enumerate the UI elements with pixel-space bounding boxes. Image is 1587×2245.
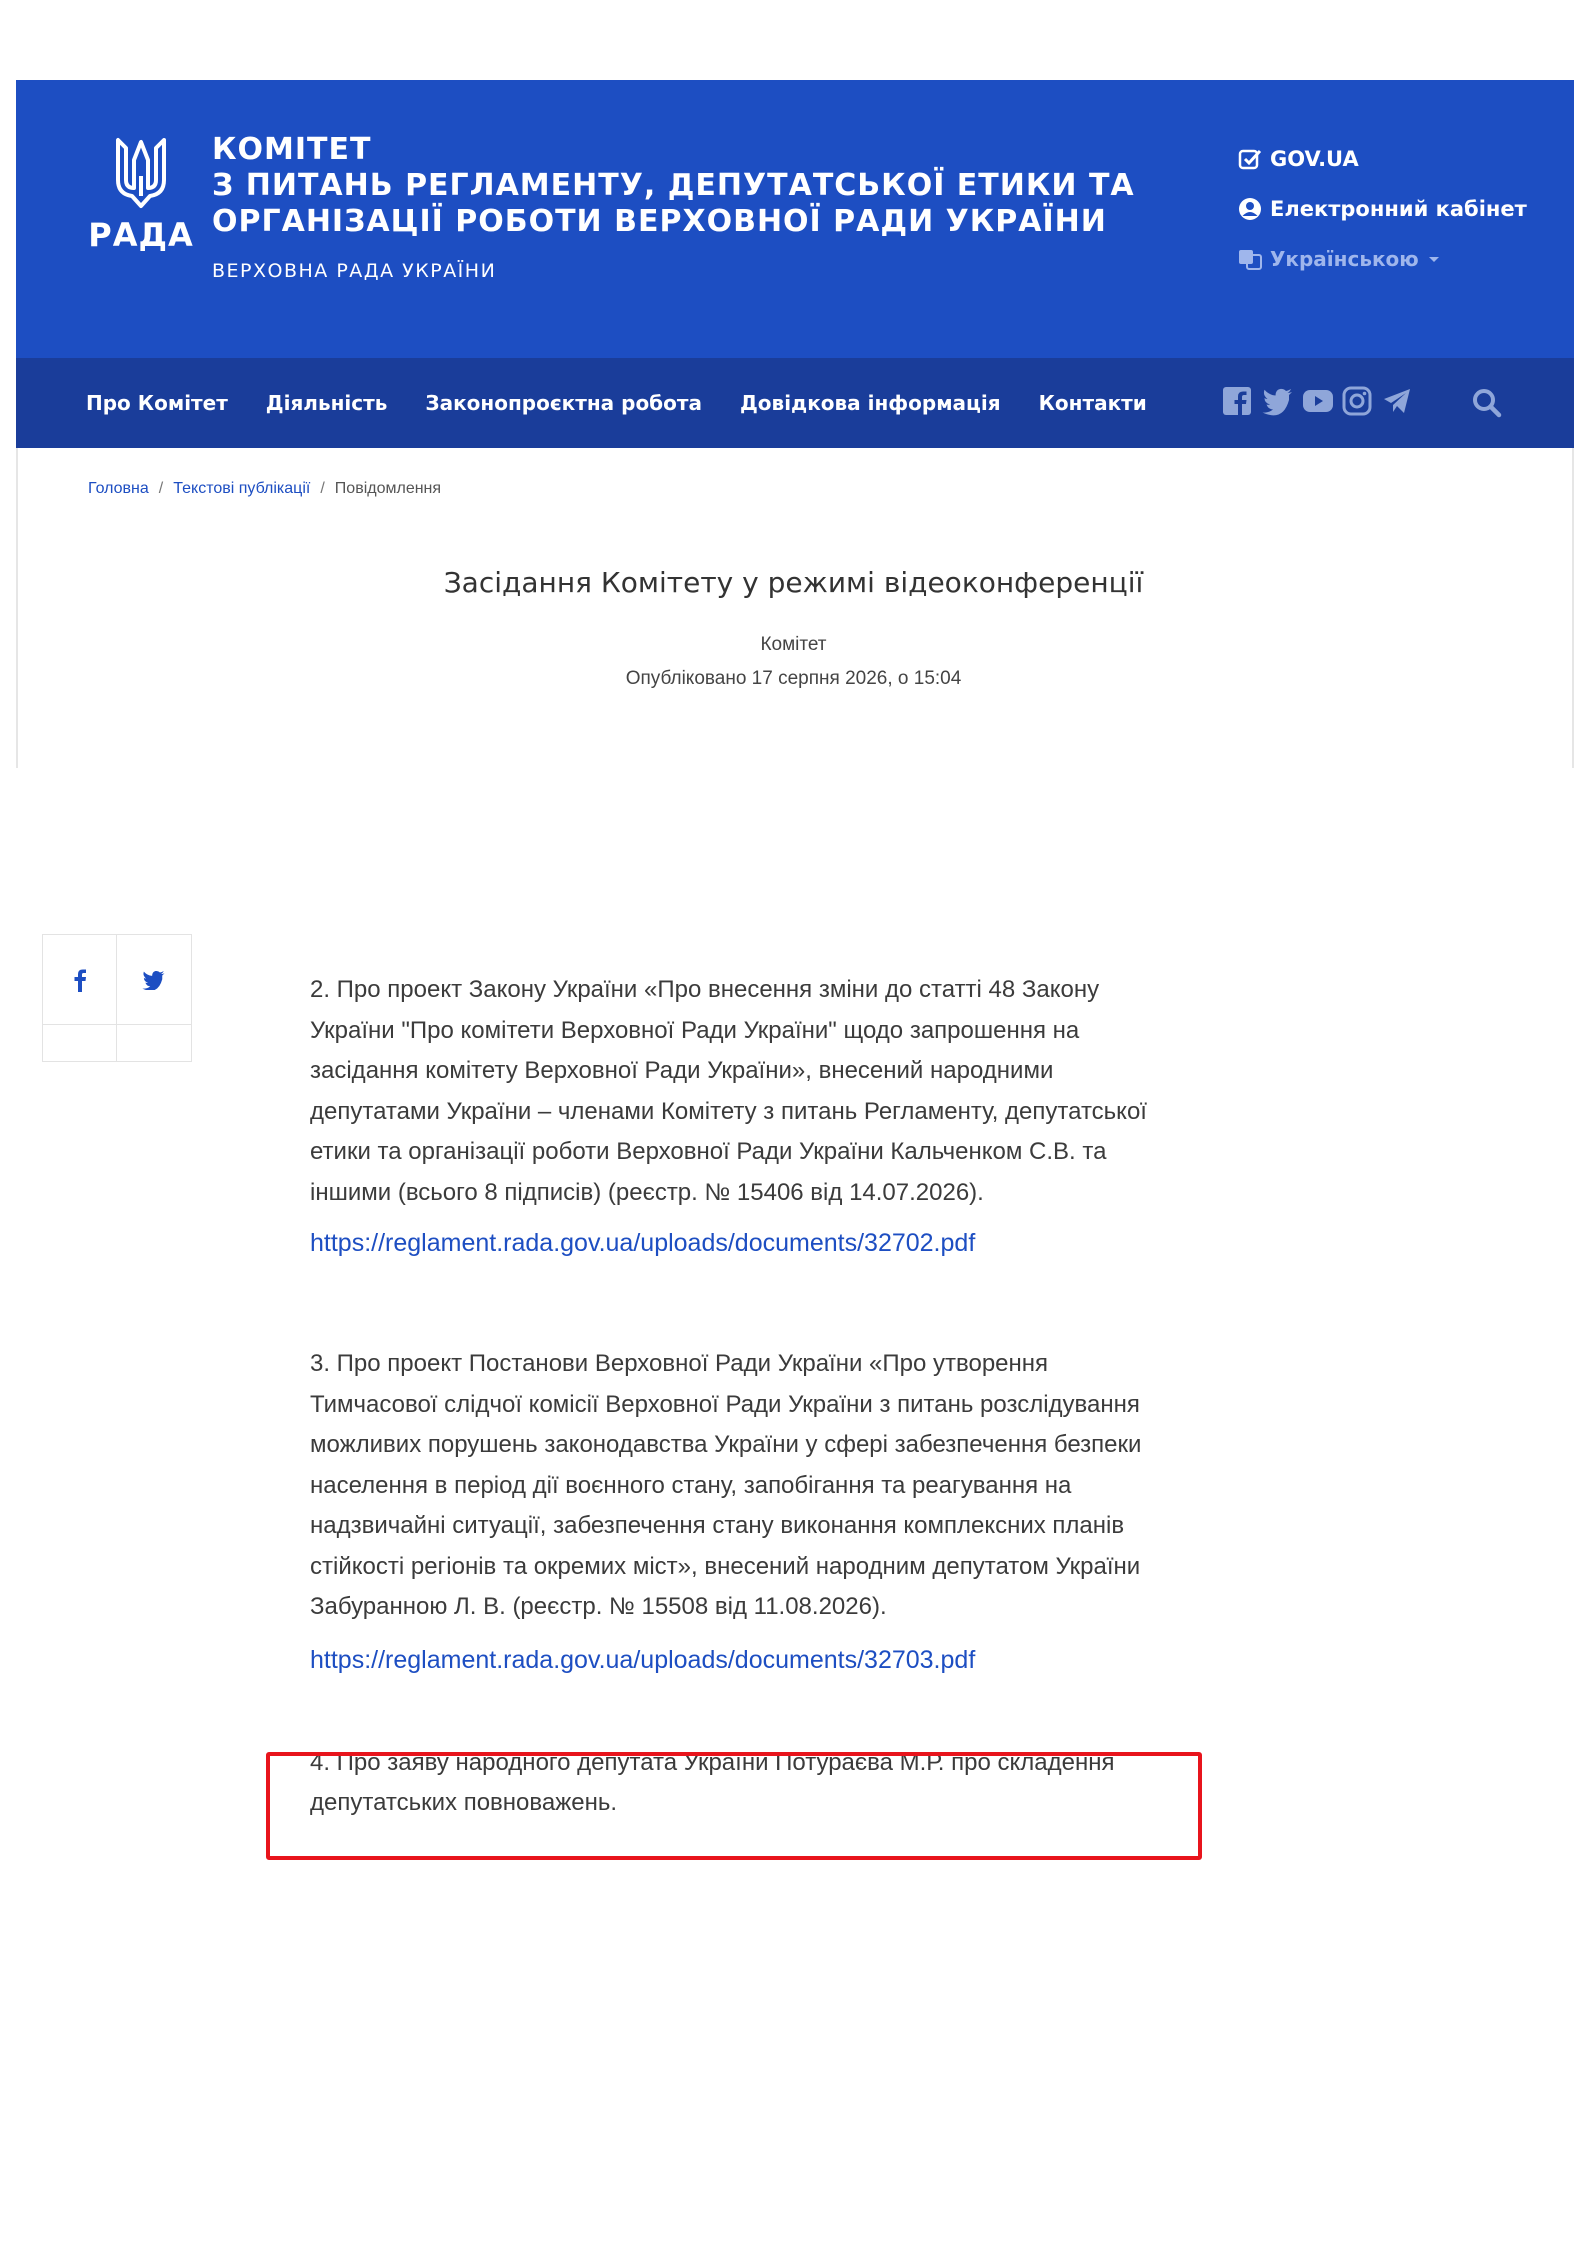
cabinet-label: Електронний кабінет (1270, 197, 1527, 221)
checkbox-icon (1238, 148, 1262, 170)
twitter-icon[interactable] (1262, 386, 1294, 418)
article-body (310, 970, 1180, 1824)
nav-item-legislation[interactable]: Законопроєктна робота (425, 391, 702, 415)
share-cell-empty (43, 1025, 117, 1061)
agenda-item-4-line: 4. Про заяву народного депутата України Потураєва М.Р. про складення (310, 1748, 1115, 1776)
share-facebook-button[interactable] (43, 935, 117, 1025)
nav-item-contacts[interactable]: Контакти (1038, 391, 1147, 415)
nav-item-activity[interactable]: Діяльність (265, 391, 388, 415)
committee-title (212, 132, 1135, 282)
facebook-icon[interactable] (1222, 386, 1254, 418)
social-links (1222, 386, 1414, 418)
agenda-item-3-line: Тимчасової слідчої комісії Верховної Ради України з питань розслідування (310, 1390, 1140, 1418)
translate-icon (1238, 248, 1262, 270)
language-label: Українською (1270, 247, 1419, 271)
nav-menu (86, 358, 1147, 448)
share-twitter-button[interactable] (117, 935, 191, 1025)
document-link-32702[interactable]: https://reglament.rada.gov.ua/uploads/documents/32702.pdf (310, 1229, 976, 1257)
page-title: Засідання Комітету у режимі відеоконференції (443, 566, 1144, 599)
caret-down-icon (1427, 254, 1441, 264)
agenda-item-2-line: депутатами України – членами Комітету з питань Регламенту, депутатської (310, 1097, 1147, 1125)
language-selector[interactable] (1238, 244, 1527, 274)
user-circle-icon (1238, 197, 1262, 221)
share-cell-empty (117, 1025, 191, 1061)
breadcrumb-home[interactable]: Головна (88, 480, 149, 497)
agenda-item-2-line: України "Про комітети Верховної Ради України" щодо запрошення на (310, 1016, 1080, 1044)
document-link-32703[interactable]: https://reglament.rada.gov.ua/uploads/documents/32703.pdf (310, 1645, 976, 1674)
agenda-item-3 (310, 1344, 1180, 1628)
breadcrumb-separator: / (320, 480, 325, 497)
nav-item-reference[interactable]: Довідкова інформація (739, 391, 1001, 415)
gov-ua-link[interactable] (1238, 144, 1527, 174)
agenda-item-3-line: стійкості регіонів та окремих міст», внесений народним депутатом України (310, 1552, 1141, 1580)
agenda-item-3-line: 3. Про проект Постанови Верховної Ради України «Про утворення (310, 1350, 1049, 1377)
agenda-item-4-line: депутатських повноважень. (310, 1789, 618, 1816)
gov-ua-label: GOV.UA (1270, 147, 1359, 171)
highlight-box (266, 1752, 1202, 1860)
cabinet-link[interactable] (1238, 194, 1527, 224)
title-line-2: З ПИТАНЬ РЕГЛАМЕНТУ, ДЕПУТАТСЬКОЇ ЕТИКИ ТА (212, 168, 1135, 203)
main-nav (16, 358, 1574, 448)
rada-logo[interactable] (86, 136, 196, 254)
nav-item-about[interactable]: Про Комітет (86, 391, 228, 415)
agenda-item-3-line: Забуранною Л. В. (реєстр. № 15508 від 11.08.2026). (310, 1593, 887, 1620)
article-category: Комітет (760, 634, 827, 655)
agenda-item-3-line: надзвичайні ситуації, забезпечення стану виконання комплексних планів (310, 1512, 1125, 1539)
search-icon (1472, 388, 1502, 418)
search-button[interactable] (1472, 388, 1502, 423)
share-panel (42, 934, 192, 1062)
facebook-icon (73, 968, 87, 992)
breadcrumb (88, 480, 441, 498)
parliament-subtitle[interactable]: ВЕРХОВНА РАДА УКРАЇНИ (212, 260, 497, 282)
agenda-item-2-line: засідання комітету Верховної Ради України», внесений народними (310, 1057, 1054, 1084)
breadcrumb-separator: / (158, 480, 164, 497)
instagram-icon[interactable] (1342, 386, 1374, 418)
breadcrumb-publications[interactable]: Текстові публікації (173, 480, 311, 497)
twitter-icon (142, 970, 166, 990)
agenda-item-2-line: етики та організації роботи Верховної Ради України Кальченком С.В. та (310, 1138, 1107, 1165)
site-header (16, 80, 1574, 358)
telegram-icon[interactable] (1382, 386, 1414, 418)
agenda-item-3-line: можливих порушень законодавства України у сфері забезпечення безпеки (310, 1431, 1142, 1458)
agenda-item-2-line: 2. Про проект Закону України «Про внесення зміни до статті 48 Закону (310, 976, 1100, 1003)
agenda-item-3-line: населення в період дії воєнного стану, запобігання та реагування на (310, 1471, 1072, 1499)
title-line-3: ОРГАНІЗАЦІЇ РОБОТИ ВЕРХОВНОЇ РАДИ УКРАЇНИ (212, 204, 1107, 239)
agenda-item-2-line: іншими (всього 8 підписів) (реєстр. № 15406 від 14.07.2026). (310, 1178, 984, 1206)
title-line-1: КОМІТЕТ (212, 132, 372, 167)
breadcrumb-current: Повідомлення (334, 480, 442, 497)
youtube-icon[interactable] (1302, 386, 1334, 418)
header-links (1238, 144, 1527, 294)
logo-word: РАДА (88, 216, 194, 254)
agenda-item-2 (310, 970, 1180, 1213)
trident-icon (114, 136, 168, 210)
publication-date: Опубліковано 17 серпня 2026, о 15:04 (625, 668, 962, 689)
